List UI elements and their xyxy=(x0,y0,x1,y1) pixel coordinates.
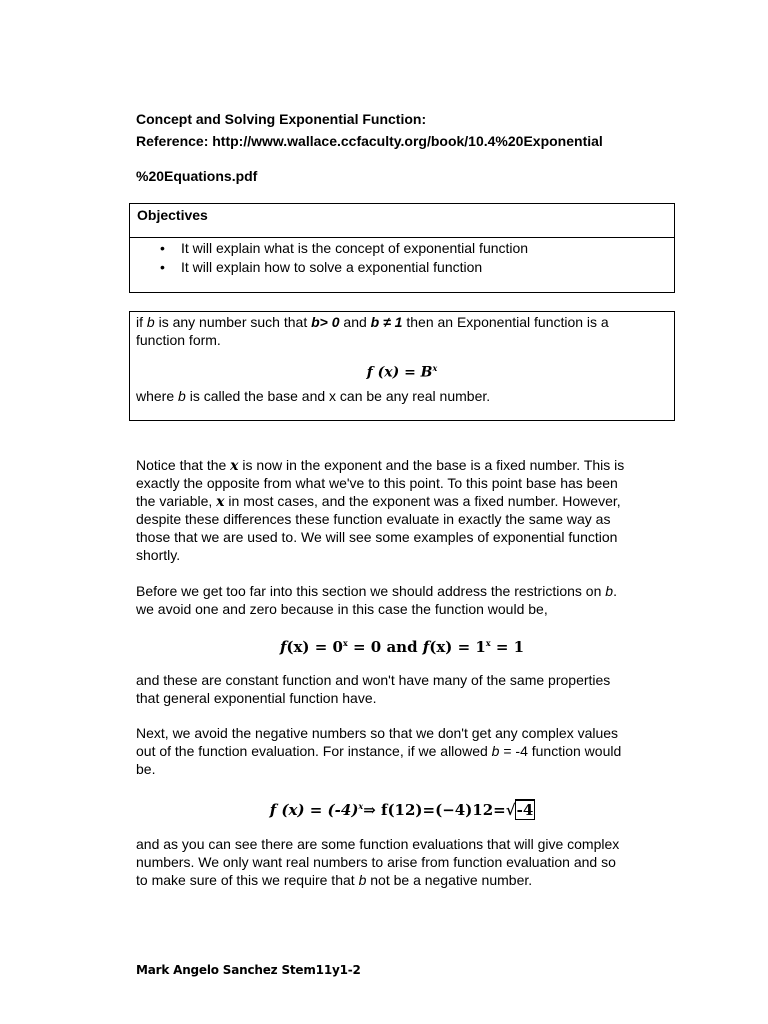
paragraph-constant: and these are constant function and won't have many of the same properties that general exponential function have. xyxy=(136,672,611,706)
paragraph-restrictions: Before we get too far into this section we should address the restrictions on b. we avoid one and zero because in this case the function would be, xyxy=(136,583,617,617)
definition-box xyxy=(129,311,675,421)
paragraph-notice: Notice that the x is now in the exponent and the base is a fixed number. This is exactly the opposite from what we've to this point. To this point base has been the variable, x in most cases, and the exponent was a fixed number. However, despite these differences these function evaluate in exactly the same way as those that we are used to. We will see some examples of exponential function shortly. xyxy=(136,457,625,563)
reference-line-2: %20Equations.pdf xyxy=(136,168,258,184)
document-title: Concept and Solving Exponential Function: xyxy=(136,111,427,127)
objective-item: • It will explain how to solve a exponential function xyxy=(181,258,674,277)
definition-line-1: if b is any number such that b> 0 and b ≠ 1 then an Exponential function is a xyxy=(136,314,609,330)
negative-base-formula: f $(x) = (-4)^x\Rightarrow$ f(12)=(−4)12=√-4 xyxy=(269,801,534,819)
objectives-table xyxy=(129,203,675,293)
objective-item: • It will explain what is the concept of exponential function xyxy=(181,239,674,258)
paragraph-negative: Next, we avoid the negative numbers so that we don't get any complex values out of the function evaluation. For instance, if we allowed b = -4 function would be. xyxy=(136,725,622,777)
definition-line-2: function form. xyxy=(136,332,221,348)
objectives-heading: Objectives xyxy=(130,204,674,238)
reference-line-1: Reference: http://www.wallace.ccfaculty.org/book/10.4%20Exponential xyxy=(136,133,603,149)
definition-line-3: where b is called the base and x can be any real number. xyxy=(136,388,491,404)
objectives-list xyxy=(130,239,674,277)
paragraph-complex: and as you can see there are some function evaluations that will give complex numbers. We only want real numbers to arise from function evaluation and so to make sure of this we require that b not be a negative number. xyxy=(136,836,620,888)
exponential-formula: f $(x) = B^x$ xyxy=(366,363,438,381)
constant-function-formula: $f(x) = 0^x = 0$ and $f(x) = 1^x = 1$ xyxy=(279,638,525,656)
footer-author: Mark Angelo Sanchez Stem11y1-2 xyxy=(136,963,361,977)
